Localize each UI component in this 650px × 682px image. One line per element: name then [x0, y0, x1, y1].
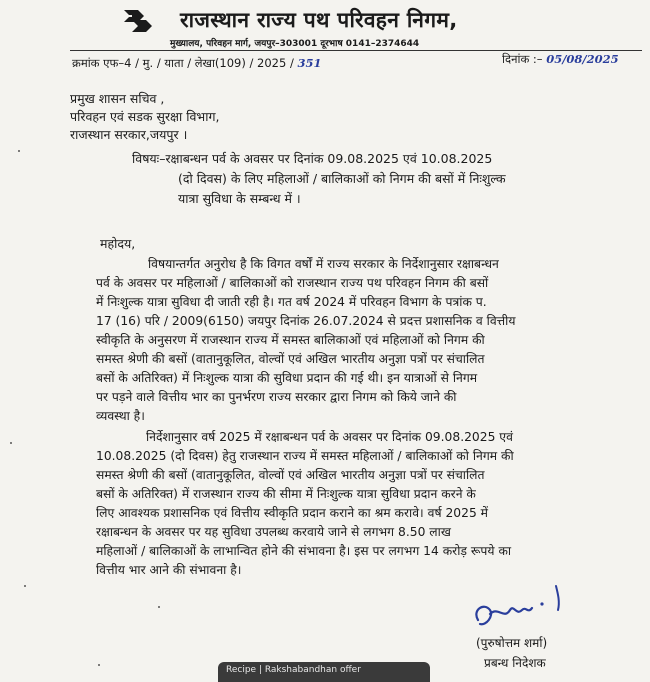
body-line: 17 (16) परि / 2009(6150) जयपुर दिनांक 26.07.2024 से प्रदत्त प्रशासनिक व वित्तीय — [96, 314, 516, 328]
body-line: विषयान्तर्गत अनुरोध है कि विगत वर्षों में राज्य सरकार के निर्देशानुसार रक्षाबन्धन — [148, 257, 499, 271]
body-line: लिए आवश्यक प्रशासनिक एवं वित्तीय स्वीकृति प्रदान कराने का श्रम करावे। वर्ष 2025 में — [96, 506, 489, 520]
body-line: वित्तीय भार आने की संभावना है। — [96, 563, 242, 577]
body-line: 10.08.2025 (दो दिवस) हेतु राजस्थान राज्य में समस्त महिलाओं / बालिकाओं को निगम की — [96, 449, 514, 463]
reference-number — [72, 56, 322, 71]
rsrtc-logo-icon — [120, 6, 160, 36]
header-divider — [70, 50, 642, 51]
body-line: महिलाओं / बालिकाओं के लाभान्वित होने की संभावना है। इस पर लगभग 14 करोड़ रूपये का — [96, 544, 512, 558]
org-address: मुख्यालय, परिवहन मार्ग, जयपुर–303001 दूरभाष 0141–2374644 — [170, 39, 420, 49]
salutation: महोदय, — [100, 236, 136, 251]
body-line: व्यवस्था है। — [96, 409, 145, 423]
subject-line: यात्रा सुविधा के सम्बन्ध में । — [178, 191, 301, 206]
addressee-line: राजस्थान सरकार,जयपुर । — [70, 127, 188, 142]
body-line: निर्देशानुसार वर्ष 2025 में रक्षाबन्धन पर्व के अवसर पर दिनांक 09.08.2025 एवं — [146, 430, 513, 444]
scan-speck — [18, 150, 20, 152]
addressee-line: प्रमुख शासन सचिव , — [70, 91, 165, 106]
scan-speck — [24, 585, 26, 587]
body-line: बसों के अतिरिक्त) में निःशुल्क यात्रा की सुविधा प्रदान की गई थी। इन यात्राओं से निगम — [96, 371, 478, 385]
signatory-name: (पुरुषोत्तम शर्मा) — [476, 636, 548, 650]
handwritten-signature — [470, 580, 580, 640]
letter-date — [502, 52, 619, 67]
date-label: दिनांक :– — [502, 52, 543, 66]
org-name: राजस्थान राज्य पथ परिवहन निगम, — [180, 8, 458, 32]
body-line: बसों के अतिरिक्त) में राजस्थान राज्य की सीमा में निःशुल्क यात्रा सुविधा प्रदान करने के — [96, 487, 476, 501]
body-line: स्वीकृति के अनुसरण में राजस्थान राज्य में समस्त बालिकाओं एवं महिलाओं को निगम की — [96, 333, 485, 347]
signatory-designation: प्रबन्ध निदेशक — [484, 656, 546, 670]
body-line: समस्त श्रेणी की बसों (वातानुकूलित, वोल्वों एवं अखिल भारतीय अनुज्ञा पत्रों पर संचालित — [96, 352, 485, 366]
scan-speck — [10, 442, 12, 444]
body-line: पर्व के अवसर पर महिलाओं / बालिकाओं को राजस्थान राज्य पथ परिवहन निगम की बसों — [96, 276, 489, 290]
reference-handwritten-number: 351 — [297, 56, 322, 70]
scan-speck — [98, 664, 100, 666]
addressee-line: परिवहन एवं सडक सुरक्षा विभाग, — [70, 109, 220, 124]
body-line: पर पड़ने वाले वित्तीय भार का पुनर्भरण राज्य सरकार द्वारा निगम को किये जाने की — [96, 390, 457, 404]
subject-line: (दो दिवस) के लिए महिलाओं / बालिकाओं को निगम की बसों में निःशुल्क — [178, 171, 506, 186]
body-line: रक्षाबन्धन के अवसर पर यह सुविधा उपलब्ध करवाये जाने से लगभग 8.50 लाख — [96, 525, 451, 539]
body-line: में निःशुल्क यात्रा सुविधा दी जाती रही है। गत वर्ष 2024 में परिवहन विभाग के पत्रांक प. — [96, 295, 487, 309]
overlay-toast[interactable]: Recipe | Rakshabandhan offer — [218, 662, 430, 682]
date-handwritten: 05/08/2025 — [546, 52, 619, 66]
subject-line: विषयः–रक्षाबन्धन पर्व के अवसर पर दिनांक 09.08.2025 एवं 10.08.2025 — [132, 151, 493, 166]
scan-speck — [158, 606, 160, 608]
reference-label: क्रमांक एफ–4 / मु. / याता / लेखा(109) / 2025 / — [72, 56, 294, 70]
body-line: समस्त श्रेणी की बसों (वातानुकूलित, वोल्वों एवं अखिल भारतीय अनुज्ञा पत्रों पर संचालित — [96, 468, 485, 482]
